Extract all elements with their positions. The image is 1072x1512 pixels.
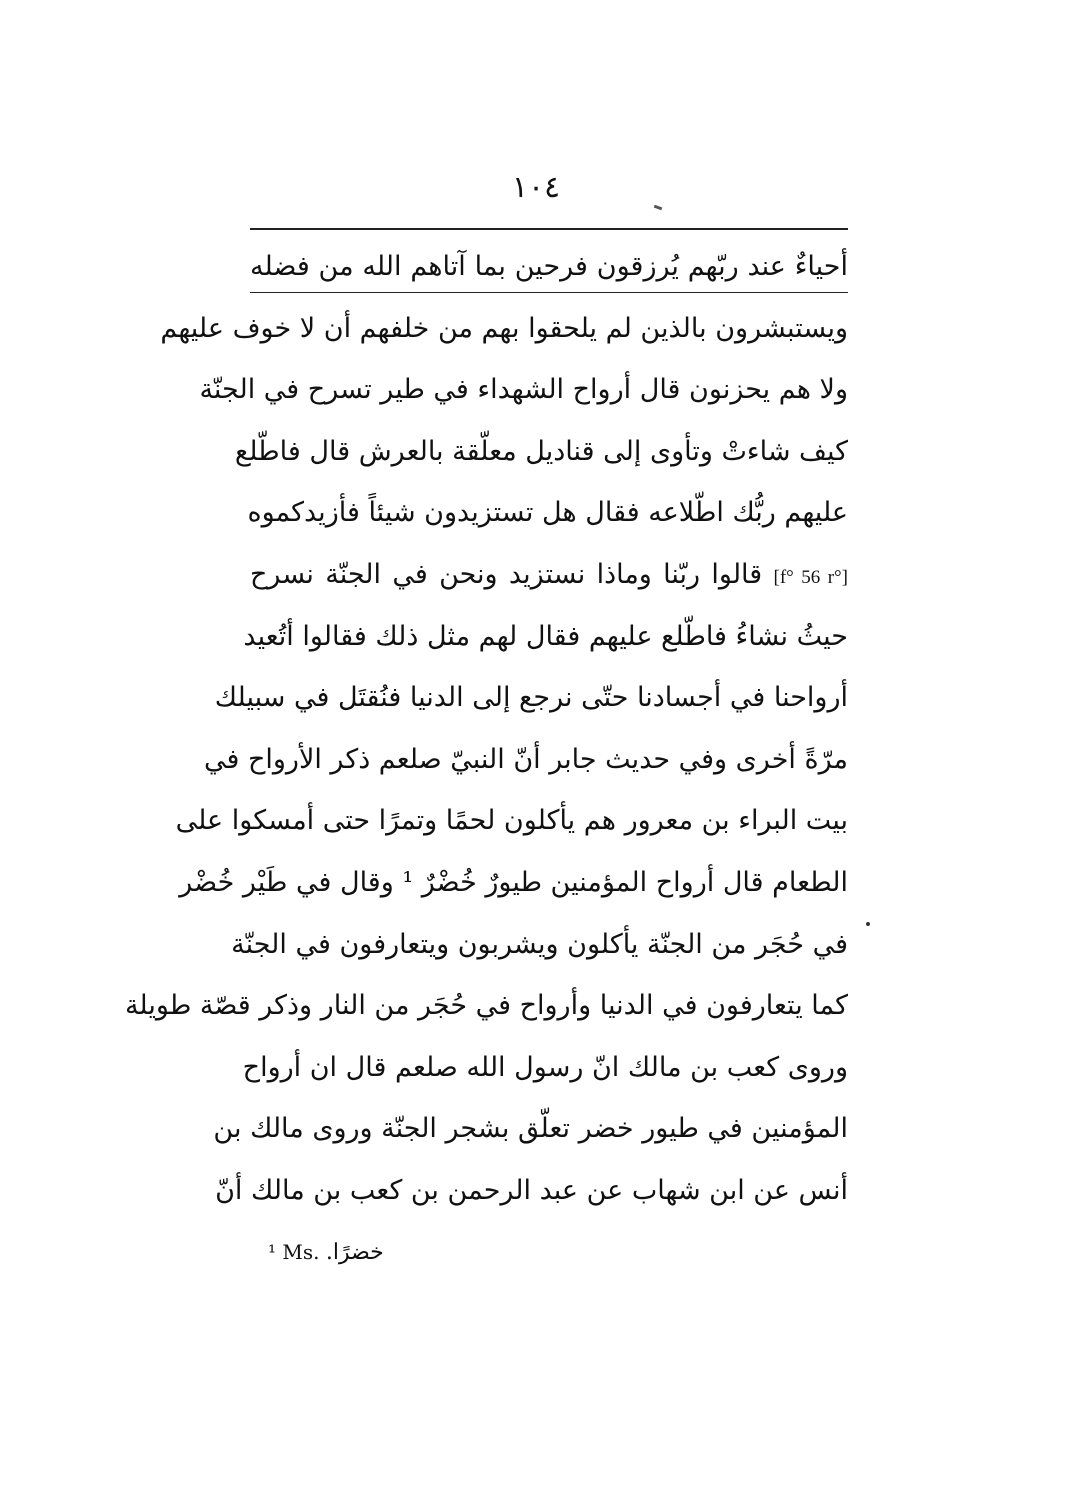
- text-line-2: ويستبشرون بالذين لم يلحقوا بهم من خلفهم أن لا خوف عليهم: [160, 312, 848, 344]
- stray-mark: [654, 205, 663, 211]
- text-line-6-text: قالوا ربّنا وماذا نستزيد ونحن في الجنّة نسرح: [250, 558, 763, 590]
- text-line-13: كما يتعارفون في الدنيا وأرواح في حُجَر من النار وذكر قصّة طويلة: [124, 990, 848, 1022]
- text-line-9: مرّةً أخرى وفي حديث جابر أنّ النبيّ صلعم ذكر الأرواح في: [203, 743, 848, 775]
- text-line-4: كيف شاءتْ وتأوى إلى قناديل معلّقة بالعرش قال فاطّلع: [234, 435, 848, 467]
- text-line-10: بيت البراء بن معرور هم يأكلون لحمًا وتمرًا حتى أمسكوا على: [175, 805, 848, 837]
- text-line-3: ولا هم يحزنون قال أرواح الشهداء في طير تسرح في الجنّة: [199, 374, 848, 406]
- footnote-text: خضرًا.: [325, 1240, 384, 1265]
- header-rule: [250, 228, 848, 230]
- footnote: [268, 1240, 384, 1265]
- folio-mark: [f° 56 r°]: [773, 566, 848, 588]
- text-line-7: حيثُ نشاءُ فاطّلع عليهم فقال لهم مثل ذلك فقالوا أتُعيد: [243, 620, 848, 652]
- text-line-1: أحياءٌ عند ربّهم يُرزقون فرحين بما آتاهم الله من فضله: [250, 251, 848, 282]
- footnote-marker: ¹: [268, 1240, 277, 1264]
- text-line-5: عليهم ربُّك اطّلاعه فقال هل تستزيدون شيئاً فأزيدكموه: [247, 497, 848, 529]
- main-text: [124, 236, 848, 1222]
- text-line-14: وروى كعب بن مالك انّ رسول الله صلعم قال ان أرواح: [242, 1051, 848, 1083]
- footnote-label: Ms.: [282, 1240, 320, 1264]
- page-number: ١٠٤: [511, 170, 561, 205]
- text-line-15: المؤمنين في طيور خضر تعلّق بشجر الجنّة وروى مالك بن: [213, 1113, 848, 1145]
- text-line-11: الطعام قال أرواح المؤمنين طيورٌ خُضْرٌ ¹ وقال في طَيْر خُضْر: [179, 866, 848, 898]
- text-line-16: أنس عن ابن شهاب عن عبد الرحمن بن كعب بن مالك أنّ: [215, 1174, 848, 1206]
- text-line-8: أرواحنا في أجسادنا حتّى نرجع إلى الدنيا فنُقتَل في سبيلك: [214, 682, 848, 714]
- margin-dot: [866, 922, 870, 926]
- text-line-6: [250, 544, 848, 606]
- text-line-12: في حُجَر من الجنّة يأكلون ويشربون ويتعارفون في الجنّة: [231, 928, 848, 960]
